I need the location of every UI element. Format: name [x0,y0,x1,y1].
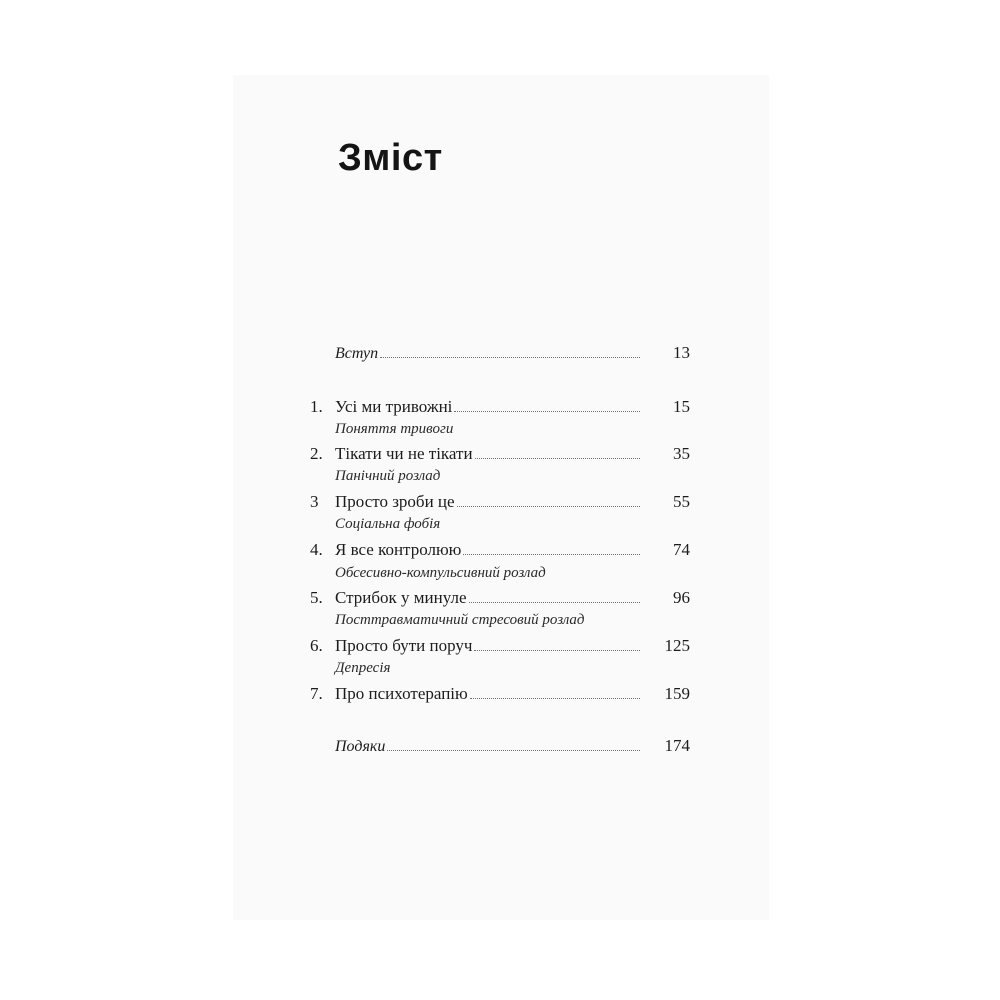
chapter-number: 6. [310,636,323,655]
chapter-title: Про психотерапію [335,684,468,703]
entry-title: Подяки [335,738,386,755]
chapter-subtitle: Соціальна фобія [335,516,441,532]
dot-leader [473,444,660,461]
chapter-page-number: 35 [673,444,690,463]
chapter-page-number: 125 [664,636,690,655]
toc-entry-chapter-4 [310,539,690,561]
chapter-number: 5. [310,588,323,607]
toc-entry-acknowledgements [310,735,690,757]
chapter-title: Просто бути поруч [335,636,473,655]
chapter-number: 7. [310,684,323,703]
chapter-subtitle: Посттравматичний стресовий розлад [335,612,585,628]
chapter-subtitle: Обсесивно-компульсивний розлад [335,565,546,581]
entry-page-number: 174 [664,736,690,755]
toc-entry-chapter-1 [310,396,690,418]
chapter-subtitle: Депресія [335,660,391,676]
dot-leader [472,636,660,653]
toc-entry-chapter-5 [310,587,690,609]
chapter-title: Просто зроби це [335,492,455,511]
dot-leader [461,540,660,557]
toc-entry-chapter-7 [310,683,690,705]
entry-page-number: 13 [673,343,690,362]
toc-entry-chapter-2 [310,443,690,465]
chapter-page-number: 74 [673,540,690,559]
dot-leader [452,397,660,414]
chapter-number: 1. [310,397,323,416]
toc-entry-chapter-3 [310,491,690,513]
chapter-page-number: 159 [664,684,690,703]
chapter-title: Тікати чи не тікати [335,444,473,463]
chapter-number: 2. [310,444,323,463]
chapter-subtitle: Поняття тривоги [335,421,454,437]
entry-title: Вступ [335,345,379,362]
toc-entry-intro [310,342,690,364]
chapter-number: 3 [310,492,319,511]
chapter-title: Я все контролюю [335,540,462,559]
chapter-number: 4. [310,540,323,559]
dot-leader [385,736,660,753]
toc-entry-chapter-6 [310,635,690,657]
chapter-subtitle: Панічний розлад [335,468,441,484]
dot-leader [468,684,660,701]
dot-leader [467,588,661,605]
chapter-page-number: 96 [673,588,690,607]
chapter-page-number: 15 [673,397,690,416]
dot-leader [378,343,660,360]
chapter-title: Усі ми тривожні [335,397,453,416]
chapter-title: Стрибок у минуле [335,588,467,607]
dot-leader [455,492,660,509]
chapter-page-number: 55 [673,492,690,511]
page-title: Зміст [338,137,443,179]
